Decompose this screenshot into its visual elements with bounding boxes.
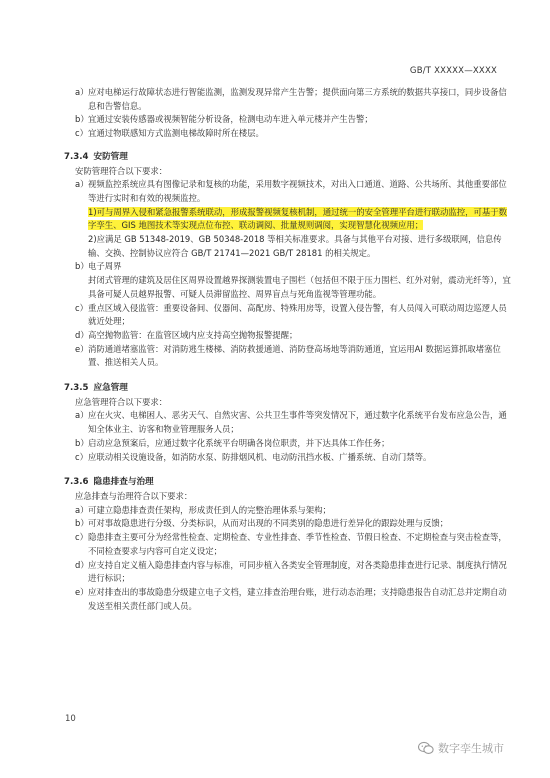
- list-item: e） 应对排查出的事故隐患分级建立电子文档，建立排查治理台账，进行动态治理；支持隐患报告自动汇总并定期自动发送至相关责任部门或人员。: [75, 586, 507, 611]
- section-heading: 7.3.5 应急管理: [64, 383, 128, 394]
- list-item: a） 视频监控系统应具有图像记录和复核的功能，采用数字视频技术，对出入口通道、道路、公共场所、其他重要部位等进行实时和有效的视频监控。: [75, 179, 507, 203]
- list-item: b） 可对事故隐患进行分级、分类标识，从而对出现的不同类别的隐患进行差异化的跟踪处理与反馈；: [75, 518, 449, 529]
- sub-item: 2)应满足 GB 51348-2019、GB 50348-2018 等相关标准要求。具备与其他平台对接、进行多级联网，信息传输、交换、控制协议应符合 GB/T 21741—2021 GB/T 28181 的相关规定。: [88, 234, 502, 258]
- list-item: d） 高空抛物监管：在监管区域内应支持高空抛物报警提醒；: [75, 329, 298, 340]
- list-item: b） 宜通过安装传感器或视频智能分析设备，检测电动车进入单元楼并产生告警；: [75, 114, 373, 125]
- list-item: a） 应在火灾、电梯困人、恶劣天气、自然灾害、公共卫生事件等突发情况下，通过数字化系统平台发布应急公告，通知全体业主、访客和物业管理服务人员；: [75, 410, 507, 435]
- list-item: b） 电子周界: [75, 261, 122, 272]
- section-heading: 7.3.6 隐患排查与治理: [64, 477, 154, 488]
- list-item: e） 消防通道堵塞监管：对消防逃生楼梯、消防救援通道、消防登高场地等消防通道，宜运用AI 数据运算抓取堵塞位置、推送相关人员。: [75, 343, 501, 368]
- section-intro: 安防管理符合以下要求：: [75, 165, 168, 176]
- page-number: 10: [65, 714, 76, 724]
- watermark-text: 数字孪生城市: [438, 742, 504, 755]
- section-intro: 应急排查与治理符合以下要求：: [75, 490, 193, 501]
- watermark: [418, 740, 504, 756]
- highlight-text: 1)可与周界入侵和紧急报警系统联动，形成报警视频复核机制，通过统一的安全管理平台进行联动监控，可基于数字孪生、GIS 地图技术等实现点位布控、联动调阅、批量规则调阅，实现智慧化视频应用；: [88, 206, 507, 231]
- list-item: c） 宜通过物联感知方式监测电梯故障时所在楼层。: [75, 128, 264, 139]
- sub-paragraph: 封闭式管理的建筑及居住区周界设置越界探测装置电子围栏（包括但不限于压力围栏、红外对射，震动光纤等），宜具备可疑人员越界报警、可疑人员滞留监控、周界盲点与死角监视等管理功能。: [88, 275, 511, 299]
- list-item: a） 应对电梯运行故障状态进行智能监测，监测发现异常产生告警；提供面向第三方系统的数据共享接口，同步设备信息和告警信息。: [75, 87, 507, 111]
- highlighted-paragraph: [75, 206, 511, 233]
- list-item: a） 可建立隐患排查责任架构，形成责任到人的完整治理体系与架构；: [75, 504, 331, 515]
- section-heading: 7.3.4 安防管理: [64, 151, 128, 162]
- wechat-logo-icon: [418, 741, 434, 755]
- list-item: c） 重点区域入侵监管：重要设备间、仪器间、高配房、特殊用房等，设置入侵告警，有人员闯入可联动周边巡逻人员就近处理；: [75, 302, 507, 327]
- page-content: [64, 86, 511, 613]
- list-item: c） 应联动相关设施设备，如消防水泵、防排烟风机、电动防汛挡水板、广播系统、自动门禁等。: [75, 451, 432, 462]
- section-intro: 应急管理符合以下要求：: [75, 396, 168, 407]
- list-item: c） 隐患排查主要可分为经常性检查、定期检查、专业性排查、季节性检查、节假日检查、不定期检查与突击检查等，不同检查要求与内容可自定义设定；: [75, 532, 507, 556]
- list-item: d） 应支持自定义植入隐患排查内容与标准，可同步植入各类安全管理制度，对各类隐患排查进行记录、制度执行情况进行标识；: [75, 559, 507, 584]
- standard-number: GB/T XXXXX—XXXX: [409, 66, 497, 76]
- list-item: b） 启动应急预案后，应通过数字化系统平台明确各岗位职责，并下达具体工作任务；: [75, 437, 390, 448]
